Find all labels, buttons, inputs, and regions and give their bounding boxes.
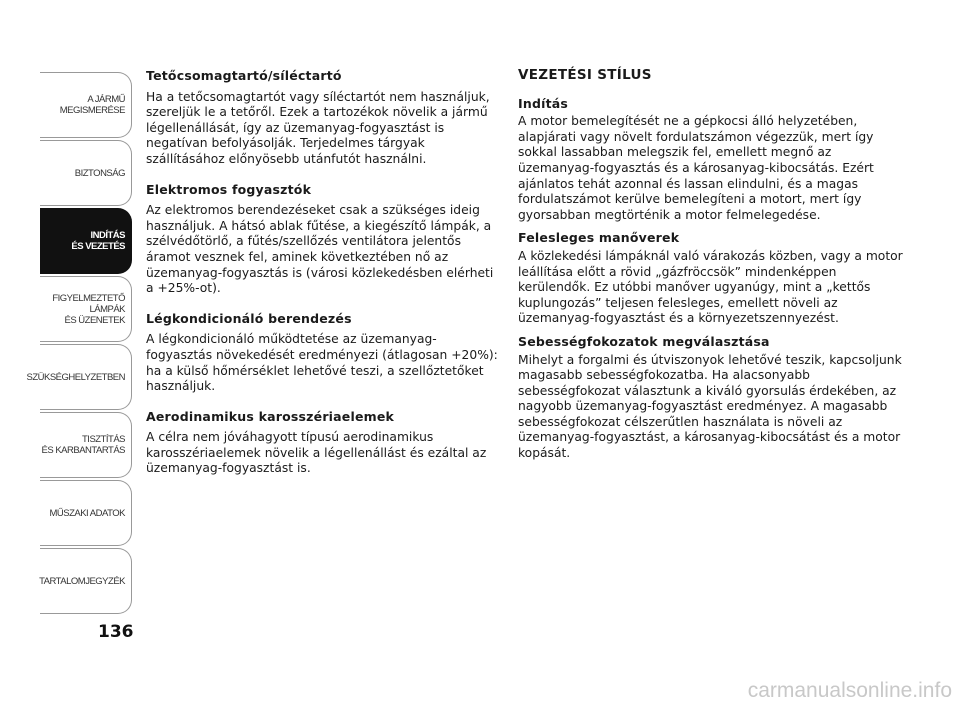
- tab-index[interactable]: TARTALOMJEGYZÉK: [40, 548, 132, 614]
- section-text: A közlekedési lámpáknál való várakozás közben, vagy a motor leállítása előtt a rövid „gázfröccsök” mindenképpen kerülendők. Ez utóbbi manőver ugyanúgy, mint a „kettős kuplungozás” teljesen felesleges, emellett növeli az üzemanyag-fogyasztást és a környezetszennyezést.: [518, 248, 903, 326]
- tab-starting-driving[interactable]: INDÍTÁS ÉS VEZETÉS: [40, 208, 132, 274]
- section-heading: Indítás: [518, 95, 569, 111]
- tab-vehicle-overview[interactable]: A JÁRMŰ MEGISMERÉSE: [40, 72, 132, 138]
- section-text: A motor bemelegítését ne a gépkocsi álló helyzetében, alapjárati vagy növelt fordulatszámon végezzük, mert így sokkal lassabban melegszik fel, emellett megnő az üzemanyag-fogyasztás és a károsanyag-kibocsátás. Ezért ajánlatos tehát azonnal és lassan elindulni, és a magas fordulatszámot kerülve bemelegíteni a motort, mert így gyorsabban megtörténik a motor felmelegedése.: [518, 114, 874, 222]
- right-column: [518, 68, 906, 469]
- section-heading: Tetőcsomagtartó/síléctartó: [146, 68, 342, 83]
- page-number: 136: [98, 622, 134, 642]
- section-heading: Felesleges manőverek: [518, 230, 680, 246]
- tab-emergency[interactable]: SZÜKSÉGHELYZETBEN: [40, 344, 132, 410]
- section-heading: Aerodinamikus karosszériaelemek: [146, 408, 395, 424]
- section-text: A légkondicionáló működtetése az üzemanyag-fogyasztás növekedését eredményezi (átlagosan +20%): ha a külső hőmérséklet lehetővé teszi, a szellőztetőket használjuk.: [146, 332, 498, 394]
- section-text: Mihelyt a forgalmi és útviszonyok lehetővé teszik, kapcsoljunk magasabb sebességfokozatba. Ha alacsonyabb sebességfokozat választunk a kiváló gyorsulás érdekében, az nagyobb üzemanyag-fogyasztást eredményez. A magasabb sebességfokozat célszerűtlen használata is növeli az üzemanyag-fogyasztást, a károsanyag-kibocsátást és a motor kopását.: [518, 352, 902, 461]
- section-text: Az elektromos berendezéseket csak a szükséges ideig használjuk. A hátsó ablak fűtése, a kiegészítő lámpák, a szélvédőtörlő, a fűtés/szellőzés ventilátora jelentős áramot vesznek fel, aminek következtében nő az üzemanyag-fogyasztás is (városi közlekedésben elérheti a +25%-ot).: [146, 203, 494, 296]
- section-text: A célra nem jóváhagyott típusú aerodinamikus karosszériaelemek növelik a légellenállást és ezáltal az üzemanyag-fogyasztást is.: [146, 430, 487, 476]
- tab-safety[interactable]: BIZTONSÁG: [40, 140, 132, 206]
- section-heading: Légkondicionáló berendezés: [146, 310, 352, 326]
- chapter-title: VEZETÉSI STÍLUS: [518, 67, 652, 83]
- tab-maintenance[interactable]: TISZTÍTÁS ÉS KARBANTARTÁS: [40, 412, 132, 478]
- section-heading: Sebességfokozatok megválasztása: [518, 333, 770, 349]
- left-column: [146, 68, 498, 491]
- tab-technical-data[interactable]: MŰSZAKI ADATOK: [40, 480, 132, 546]
- tab-warning-lights[interactable]: FIGYELMEZTETŐ LÁMPÁK ÉS ÜZENETEK: [40, 276, 132, 342]
- section-heading: Elektromos fogyasztók: [146, 181, 312, 197]
- watermark: carmanualsonline.info: [747, 679, 952, 702]
- section-text: Ha a tetőcsomagtartót vagy síléctartót nem használjuk, szereljük le a tetőről. Ezek a tartozékok növelik a jármű légellenállását, így az üzemanyag-fogyasztást is negatívan befolyásolják. Terjedelmes tárgyak szállításához előnyösebb utánfutót használni.: [146, 89, 490, 166]
